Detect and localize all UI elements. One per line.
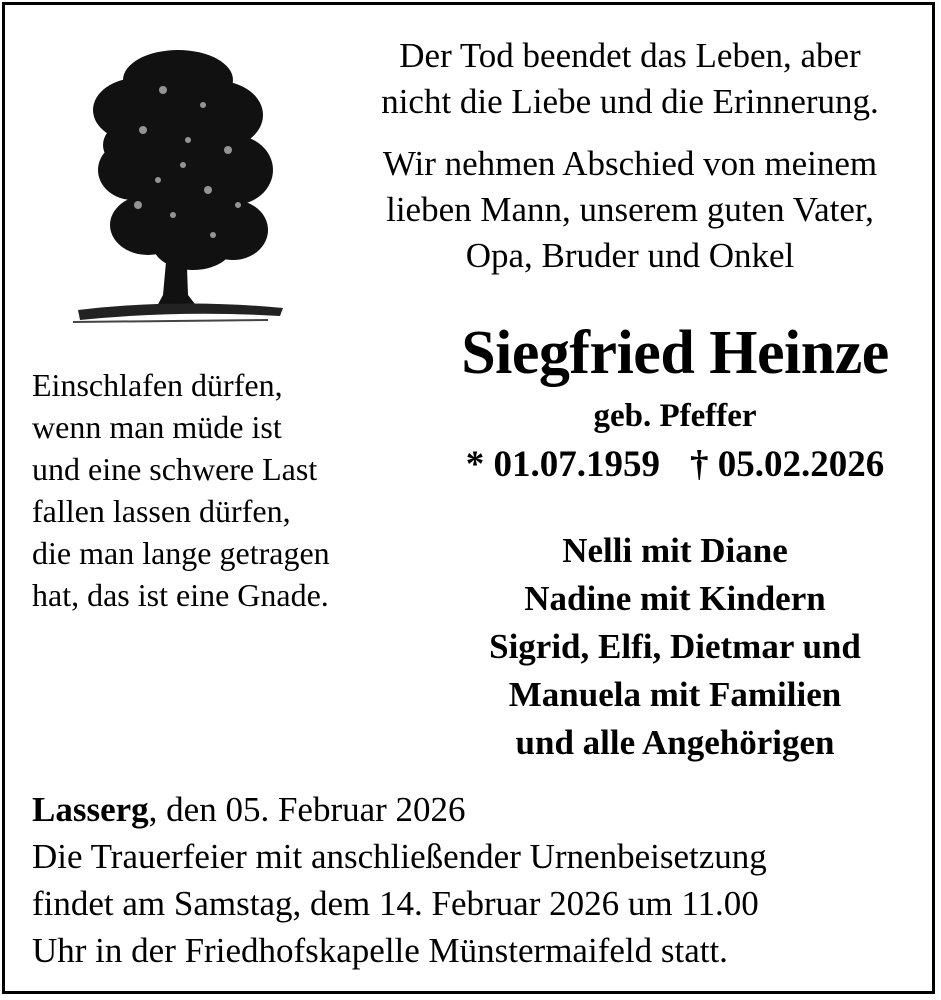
notice-line: Die Trauerfeier mit anschließender Urnenbeisetzung (32, 837, 767, 876)
place: Lasserg (32, 790, 149, 829)
notice-date: , den 05. Februar 2026 (148, 790, 466, 829)
poem-line: Einschlafen dürfen, (32, 367, 283, 403)
intro-line: Wir nehmen Abschied von meinem (382, 144, 878, 183)
intro-line: nicht die Liebe und die Erinnerung. (381, 82, 879, 121)
birth-name: geb. Pfeffer (593, 398, 757, 434)
tree-icon (68, 40, 288, 330)
funeral-notice (32, 786, 927, 974)
mourner-line: Nadine mit Kindern (524, 579, 826, 618)
notice-line: Uhr in der Friedhofskapelle Münstermaifeld statt. (32, 931, 728, 970)
poem-line: wenn man müde ist (32, 409, 282, 445)
poem-line: hat, das ist eine Gnade. (32, 577, 329, 613)
mourner-line: Manuela mit Familien (508, 675, 842, 714)
intro-line: Opa, Bruder und Onkel (465, 236, 795, 275)
mourner-line: Nelli mit Diane (562, 531, 788, 570)
mourners-list (410, 527, 940, 767)
mourner-line: und alle Angehörigen (515, 723, 835, 762)
deceased-name: Siegfried Heinze (461, 319, 889, 387)
notice-line: findet am Samstag, dem 14. Februar 2026 um 11.00 (32, 884, 759, 923)
birth-date: * 01.07.1959 (465, 444, 660, 485)
intro-text (325, 33, 935, 279)
poem-line: die man lange getragen (32, 535, 330, 571)
intro-line: lieben Mann, unserem guten Vater, (386, 190, 874, 229)
poem (32, 364, 412, 616)
poem-line: und eine schwere Last (32, 451, 318, 487)
intro-line: Der Tod beendet das Leben, aber (399, 36, 861, 75)
life-dates (410, 442, 940, 488)
death-date: † 05.02.2026 (690, 444, 885, 485)
place-date-line (32, 786, 927, 833)
poem-line: fallen lassen dürfen, (32, 493, 291, 529)
mourner-line: Sigrid, Elfi, Dietmar und (489, 627, 861, 666)
